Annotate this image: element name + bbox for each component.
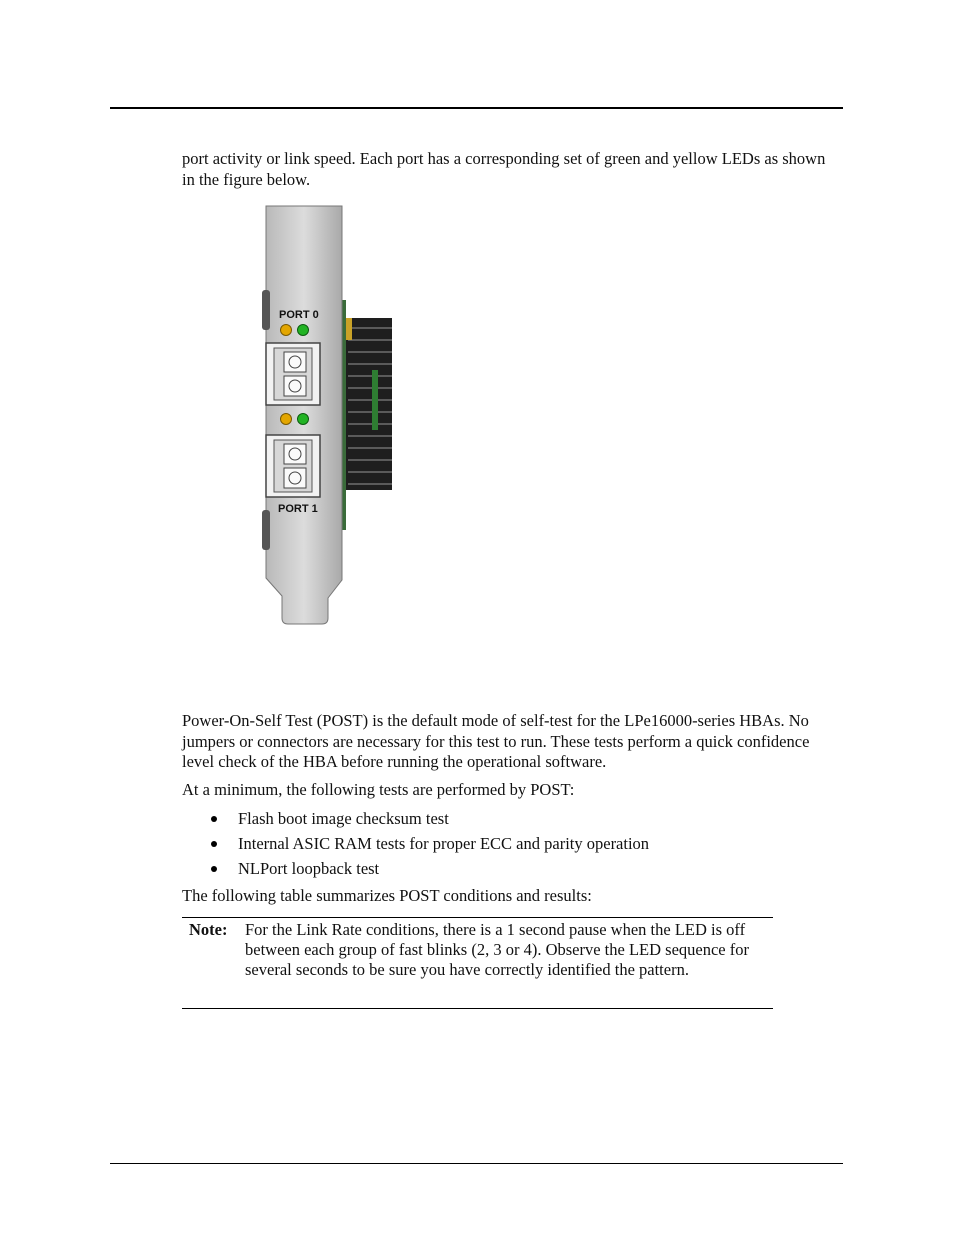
note-text: For the Link Rate conditions, there is a 1 second pause when the LED is off between each group of fast blinks (2, 3 or 4). Observe the LED sequence for several seconds to be sure you have correctly identified the pattern. [245,920,749,979]
header-rule [110,107,843,109]
bullet-icon [211,866,217,872]
post-tests-list [182,806,649,881]
list-item [182,856,649,881]
note-label: Note: [189,920,228,939]
port-1-sfp-cage [266,435,320,497]
bullet-icon [211,841,217,847]
post-paragraph: Power-On-Self Test (POST) is the default mode of self-test for the LPe16000-series HBAs. No jumpers or connectors are necessary for this test to run. These tests perform a quick confidence level check of the HBA before running the operational software. [182,711,810,771]
list-item-text: NLPort loopback test [238,859,380,878]
table-intro-paragraph: The following table summarizes POST conditions and results: [182,886,592,905]
footer-rule [110,1163,843,1164]
port-0-sfp-cage [266,343,320,405]
port-0-green-led [298,325,309,336]
list-item [182,831,649,856]
bullet-icon [211,816,217,822]
intro-paragraph: port activity or link speed. Each port has a corresponding set of green and yellow LEDs as shown in the figure below. [182,149,826,189]
port-0-label: PORT 0 [279,309,319,321]
list-item-text: Internal ASIC RAM tests for proper ECC and parity operation [238,834,650,853]
port-1-green-led [298,414,309,425]
list-item [182,806,649,831]
port-1-yellow-led [281,414,292,425]
list-item-text: Flash boot image checksum test [238,809,449,828]
heat-sink [342,318,392,490]
minimum-tests-paragraph: At a minimum, the following tests are performed by POST: [182,780,575,799]
port-0-yellow-led [281,325,292,336]
port-1-label: PORT 1 [278,503,318,515]
hba-bracket-figure [258,200,398,628]
note-box [182,917,773,1009]
